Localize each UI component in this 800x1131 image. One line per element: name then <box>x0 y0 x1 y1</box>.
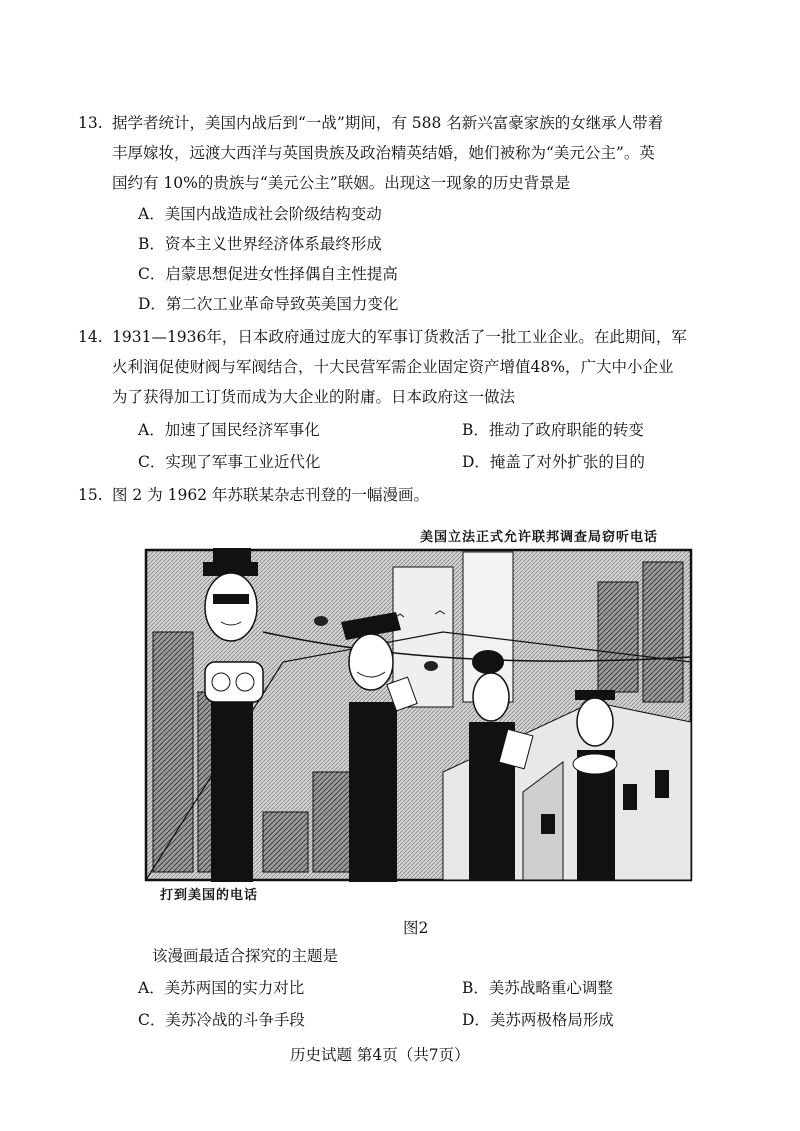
question-text-line: 丰厚嫁妆，远渡大西洋与英国贵族及政治精英结婚，她们被称为“美元公主”。英 <box>112 144 655 162</box>
cartoon-top-caption: 美国立法正式允许联邦调查局窃听电话 <box>420 530 659 545</box>
option-b: B．美苏战略重心调整 <box>462 979 613 997</box>
question-text-line: 火利润促使财阀与军阀结合，十大民营军需企业固定资产增值48%，广大中小企业 <box>112 358 674 376</box>
question-number: 13. <box>78 114 103 132</box>
option-d: D．美苏两极格局形成 <box>462 1011 614 1029</box>
question-number: 15. <box>78 486 103 504</box>
option-a: A．美苏两国的实力对比 <box>138 979 305 997</box>
option-c: C．美苏冷战的斗争手段 <box>138 1011 305 1029</box>
question-text-line: 国约有 10%的贵族与“美元公主”联姻。出现这一现象的历史背景是 <box>112 174 571 192</box>
question-stem: 该漫画最适合探究的主题是 <box>152 947 339 965</box>
question-number: 14. <box>78 328 103 346</box>
question-text-line: 据学者统计，美国内战后到“一战”期间，有 588 名新兴富豪家族的女继承人带着 <box>112 114 664 132</box>
option-c: C．启蒙思想促进女性择偶自主性提高 <box>138 265 398 283</box>
figure-label: 图2 <box>403 919 429 937</box>
page-footer: 历史试题 第4页（共7页） <box>290 1046 470 1064</box>
question-text-line: 1931—1936年，日本政府通过庞大的军事订货救活了一批工业企业。在此期间，军 <box>112 328 687 346</box>
cartoon-bottom-caption: 打到美国的电话 <box>160 888 259 903</box>
option-b: B．资本主义世界经济体系最终形成 <box>138 235 382 253</box>
option-d: D．第二次工业革命导致英美国力变化 <box>138 295 399 313</box>
option-a: A．美国内战造成社会阶级结构变动 <box>138 205 382 223</box>
question-13 <box>78 108 712 198</box>
question-14 <box>78 322 712 412</box>
question-text-line: 为了获得加工订货而成为大企业的附庸。日本政府这一做法 <box>112 388 516 406</box>
option-d: D．掩盖了对外扩张的目的 <box>462 453 645 471</box>
option-c: C．实现了军事工业近代化 <box>138 453 321 471</box>
agent-figure <box>573 690 617 880</box>
question-15 <box>78 480 712 510</box>
cartoon-image <box>143 522 695 910</box>
cartoon-illustration <box>143 522 695 910</box>
option-b: B．推动了政府职能的转变 <box>462 421 644 439</box>
question-text-line: 图 2 为 1962 年苏联某杂志刊登的一幅漫画。 <box>112 486 430 504</box>
option-a: A．加速了国民经济军事化 <box>138 421 320 439</box>
